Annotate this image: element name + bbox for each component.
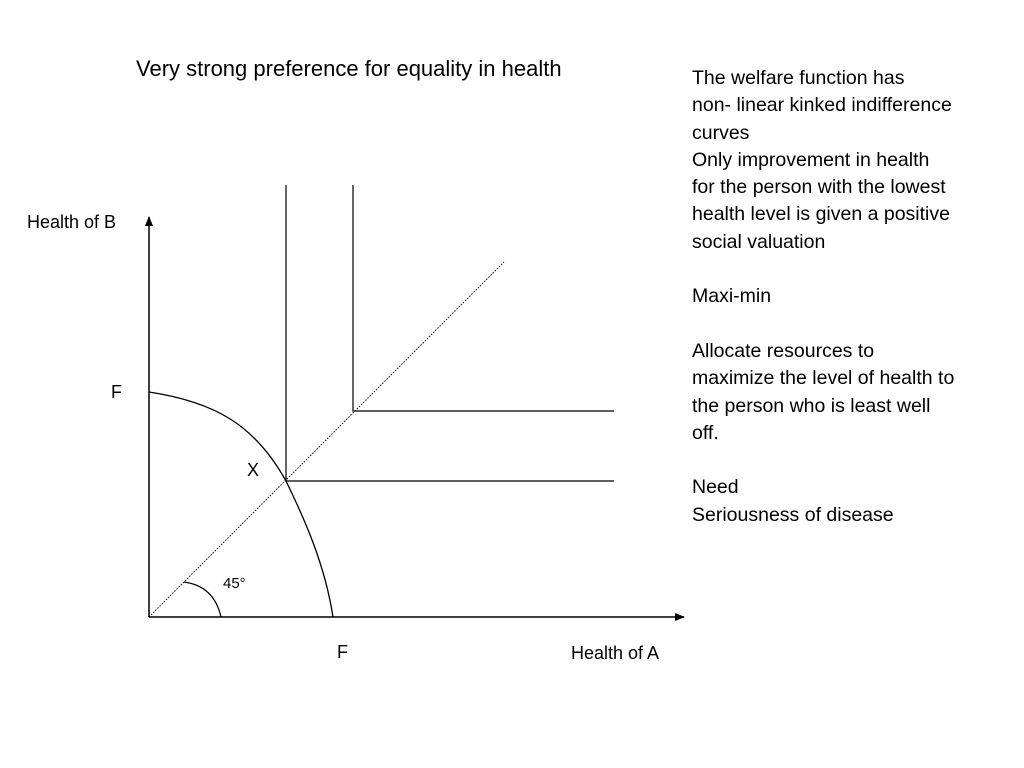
forty-five-degree-line (149, 262, 504, 617)
notes-line: Need (692, 476, 739, 499)
notes-line: maximize the level of health to (692, 367, 955, 390)
notes-line: The welfare function has (692, 67, 905, 89)
notes-line: off. (692, 421, 719, 444)
x-axis-label: Health of A (571, 643, 660, 663)
angle-label: 45° (223, 575, 246, 592)
notes-line: Only improvement in health (692, 148, 930, 171)
notes-line: Seriousness of disease (692, 503, 894, 526)
notes-line: non- linear kinked indifference (692, 94, 952, 117)
point-x-label: X (247, 460, 260, 480)
frontier-label-x: F (337, 642, 348, 662)
notes-line: curves (692, 121, 750, 144)
notes-line: the person who is least well (692, 394, 931, 417)
angle-arc (184, 582, 221, 617)
notes-line: social valuation (692, 230, 826, 253)
indifference-curve-1 (286, 185, 614, 481)
notes-line: Maxi-min (692, 285, 772, 308)
indifference-curve-2 (353, 185, 614, 411)
notes-line: health level is given a positive (692, 203, 950, 226)
frontier-label-y: F (111, 382, 122, 402)
slide-title: Very strong preference for equality in health (136, 56, 562, 81)
notes-line: Allocate resources to (692, 339, 875, 362)
y-axis-label: Health of B (27, 212, 117, 232)
notes-line: for the person with the lowest (692, 176, 946, 199)
